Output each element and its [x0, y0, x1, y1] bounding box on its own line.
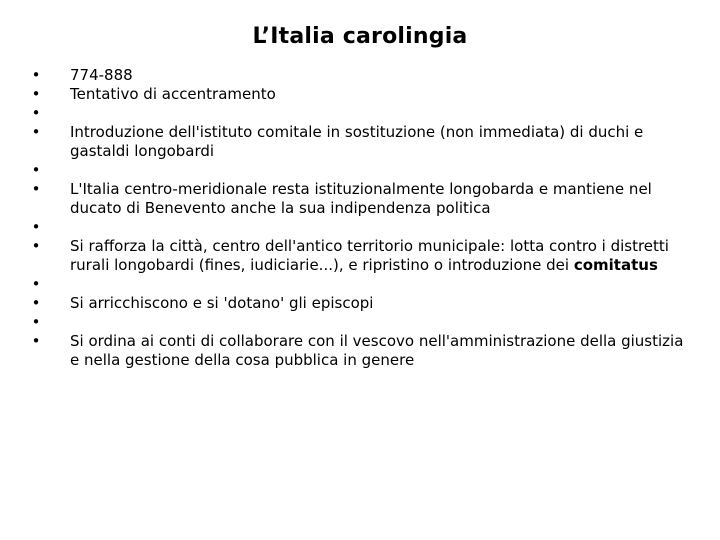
bullet-text: 774-888 — [70, 66, 133, 84]
bullet-text: Tentativo di accentramento — [70, 85, 276, 103]
bullet-dot: • — [31, 294, 41, 312]
bullet-item — [30, 85, 690, 104]
bullet-item — [30, 104, 690, 123]
bullet-dot: • — [31, 275, 41, 293]
bullet-text — [70, 237, 690, 275]
bullet-list — [30, 66, 690, 370]
bullet-text-main: Si rafforza la città, centro dell'antico territorio municipale: lotta contro i distretti rurali longobardi (fines, iudiciarie...), e ripristino o introduzione dei — [70, 237, 669, 274]
bullet-item — [30, 180, 690, 218]
bullet-dot: • — [31, 218, 41, 236]
bullet-item — [30, 275, 690, 294]
bullet-dot: • — [31, 104, 41, 122]
bullet-text: L'Italia centro-meridionale resta istituzionalmente longobarda e mantiene nel ducato di Benevento anche la sua indipendenza politica — [70, 180, 652, 217]
bullet-dot: • — [31, 332, 41, 350]
bullet-dot: • — [31, 313, 41, 331]
bullet-item — [30, 294, 690, 313]
bullet-dot: • — [31, 123, 41, 141]
bullet-dot: • — [31, 180, 41, 198]
bullet-text: Si ordina ai conti di collaborare con il vescovo nell'amministrazione della giustizia e nella gestione della cosa pubblica in genere — [70, 332, 684, 369]
bullet-text-bold: comitatus — [573, 256, 658, 274]
bullet-dot: • — [31, 66, 41, 84]
slide-title: L’Italia carolingia — [252, 24, 468, 49]
bullet-dot: • — [31, 161, 41, 179]
bullet-text: Introduzione dell'istituto comitale in sostituzione (non immediata) di duchi e gastaldi longobardi — [70, 123, 644, 160]
bullet-item — [30, 237, 690, 275]
bullet-item — [30, 218, 690, 237]
bullet-dot: • — [31, 237, 41, 255]
bullet-item — [30, 161, 690, 180]
bullet-item — [30, 313, 690, 332]
bullet-item — [30, 332, 690, 370]
bullet-item — [30, 123, 690, 161]
bullet-text: Si arricchiscono e si 'dotano' gli episcopi — [70, 294, 374, 312]
bullet-dot: • — [31, 85, 41, 103]
bullet-item — [30, 66, 690, 85]
